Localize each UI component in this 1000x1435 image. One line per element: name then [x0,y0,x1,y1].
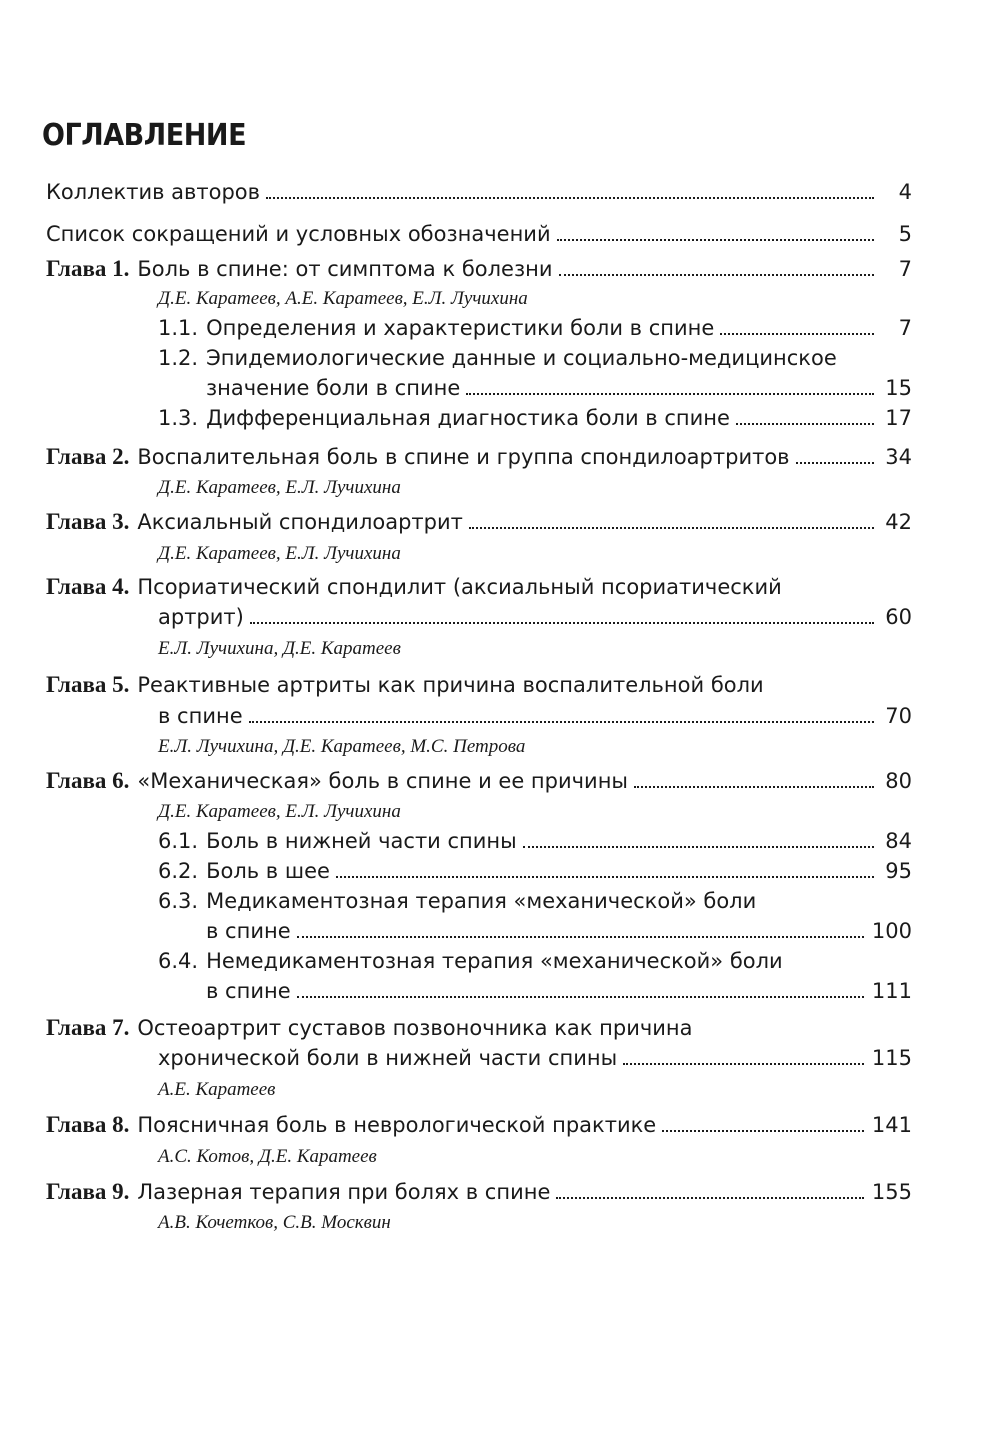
entry-title-line-2: значение боли в спине [206,376,461,400]
section-number: 6.4. [158,949,199,973]
dot-leader [250,622,874,624]
section-number: 1.3. [158,406,199,430]
toc-entry-section-1-2[interactable] [158,343,912,373]
entry-title: Дифференциальная диагностика боли в спине [206,406,730,430]
chapter-label: Глава 6. [46,768,130,793]
entry-page: 7 [898,257,912,281]
entry-page: 100 [871,919,912,943]
entry-title-line-2: хронической боли в нижней части спины [158,1046,618,1070]
toc-entry-section-1-1[interactable] [158,313,912,343]
toc-entry-section-6-1[interactable] [158,826,912,856]
entry-title-line-1: Реактивные артриты как причина воспалительной боли [137,673,764,697]
dot-leader [557,239,874,241]
toc-entry-chapter-1[interactable] [46,254,912,284]
entry-title: Воспалительная боль в спине и группа спондилоартритов [137,445,790,469]
dot-leader [556,1197,864,1199]
toc-entry-chapter-5[interactable] [46,670,912,700]
entry-page: 17 [885,406,912,430]
entry-page: 115 [871,1046,912,1070]
dot-leader [266,197,874,199]
entry-page: 141 [871,1113,912,1137]
toc-entry-chapter-7[interactable] [46,1013,912,1043]
entry-title-line-2: в спине [206,919,291,943]
entry-title-line-2: в спине [158,704,243,728]
chapter-label: Глава 3. [46,509,130,534]
entry-page: 84 [885,829,912,853]
chapter-authors: А.С. Котов, Д.Е. Каратеев [158,1146,377,1167]
chapter-label: Глава 2. [46,444,130,469]
toc-entry-chapter-2[interactable] [46,442,912,472]
toc-entry-section-6-3-cont[interactable] [206,916,912,946]
entry-title: Определения и характеристики боли в спине [206,316,715,340]
entry-title-line-2: в спине [206,979,291,1003]
entry-title: Боль в шее [206,859,330,883]
entry-page: 155 [871,1180,912,1204]
dot-leader [523,846,874,848]
entry-page: 42 [885,510,912,534]
toc-entry-chapter-9[interactable] [46,1177,912,1207]
toc-entry-chapter-7-cont[interactable] [158,1043,912,1073]
toc-entry-chapter-4-cont[interactable] [158,602,912,632]
toc-entry-chapter-3[interactable] [46,507,912,537]
entry-page: 5 [898,222,912,246]
entry-page: 80 [885,769,912,793]
dot-leader [623,1063,864,1065]
dot-leader [297,996,864,998]
dot-leader [336,876,874,878]
dot-leader [720,333,874,335]
chapter-authors: А.В. Кочетков, С.В. Москвин [158,1212,391,1233]
chapter-label: Глава 9. [46,1179,130,1204]
chapter-label: Глава 4. [46,574,130,599]
toc-entry-chapter-6[interactable] [46,766,912,796]
chapter-label: Глава 7. [46,1015,130,1040]
chapter-authors: А.Е. Каратеев [158,1079,276,1100]
toc-entry-section-6-4[interactable] [158,946,912,976]
chapter-authors: Е.Л. Лучихина, Д.Е. Каратеев [158,638,401,659]
chapter-authors: Е.Л. Лучихина, Д.Е. Каратеев, М.С. Петрова [158,736,526,757]
toc-entry-chapter-4[interactable] [46,572,912,602]
entry-page: 7 [898,316,912,340]
entry-page: 15 [885,376,912,400]
dot-leader [249,721,874,723]
dot-leader [736,423,874,425]
entry-title: Лазерная терапия при болях в спине [137,1180,551,1204]
toc-entry-section-6-3[interactable] [158,886,912,916]
entry-title: Поясничная боль в неврологической практике [137,1113,657,1137]
page-title: ОГЛАВЛЕНИЕ [42,118,247,153]
section-number: 6.3. [158,889,199,913]
dot-leader [466,393,874,395]
entry-page: 34 [885,445,912,469]
entry-page: 4 [898,180,912,204]
entry-title: Боль в нижней части спины [206,829,517,853]
toc-entry-chapter-5-cont[interactable] [158,701,912,731]
chapter-authors: Д.Е. Каратеев, Е.Л. Лучихина [158,543,401,564]
entry-title-line-1: Эпидемиологические данные и социально-медицинское [206,346,837,370]
section-number: 1.1. [158,316,199,340]
toc-entry-abbreviations[interactable] [46,219,912,249]
chapter-authors: Д.Е. Каратеев, А.Е. Каратеев, Е.Л. Лучихина [158,288,528,309]
entry-title-line-1: Псориатический спондилит (аксиальный псориатический [137,575,782,599]
entry-title: Коллектив авторов [46,180,261,204]
section-number: 1.2. [158,346,199,370]
chapter-label: Глава 8. [46,1112,130,1137]
entry-title-line-1: Медикаментозная терапия «механической» боли [206,889,757,913]
entry-title-line-2: артрит) [158,605,244,629]
section-number: 6.1. [158,829,199,853]
toc-entry-chapter-8[interactable] [46,1110,912,1140]
entry-title-line-1: Остеоартрит суставов позвоночника как причина [137,1016,693,1040]
dot-leader [469,527,874,529]
entry-page: 111 [871,979,912,1003]
dot-leader [662,1130,864,1132]
toc-entry-section-1-2-cont[interactable] [206,373,912,403]
dot-leader [559,274,874,276]
entry-title: Боль в спине: от симптома к болезни [137,257,553,281]
entry-title-line-1: Немедикаментозная терапия «механической» боли [206,949,783,973]
section-number: 6.2. [158,859,199,883]
entry-title: Аксиальный спондилоартрит [137,510,463,534]
toc-entry-section-6-4-cont[interactable] [206,976,912,1006]
dot-leader [297,936,864,938]
entry-page: 70 [885,704,912,728]
entry-page: 95 [885,859,912,883]
entry-page: 60 [885,605,912,629]
toc-entry-section-6-2[interactable] [158,856,912,886]
chapter-label: Глава 5. [46,672,130,697]
entry-title: Список сокращений и условных обозначений [46,222,551,246]
chapter-label: Глава 1. [46,256,130,281]
dot-leader [634,786,874,788]
chapter-authors: Д.Е. Каратеев, Е.Л. Лучихина [158,801,401,822]
toc-entry-section-1-3[interactable] [158,403,912,433]
dot-leader [796,462,874,464]
chapter-authors: Д.Е. Каратеев, Е.Л. Лучихина [158,477,401,498]
entry-title: «Механическая» боль в спине и ее причины [137,769,629,793]
toc-entry-authors[interactable] [46,177,912,207]
